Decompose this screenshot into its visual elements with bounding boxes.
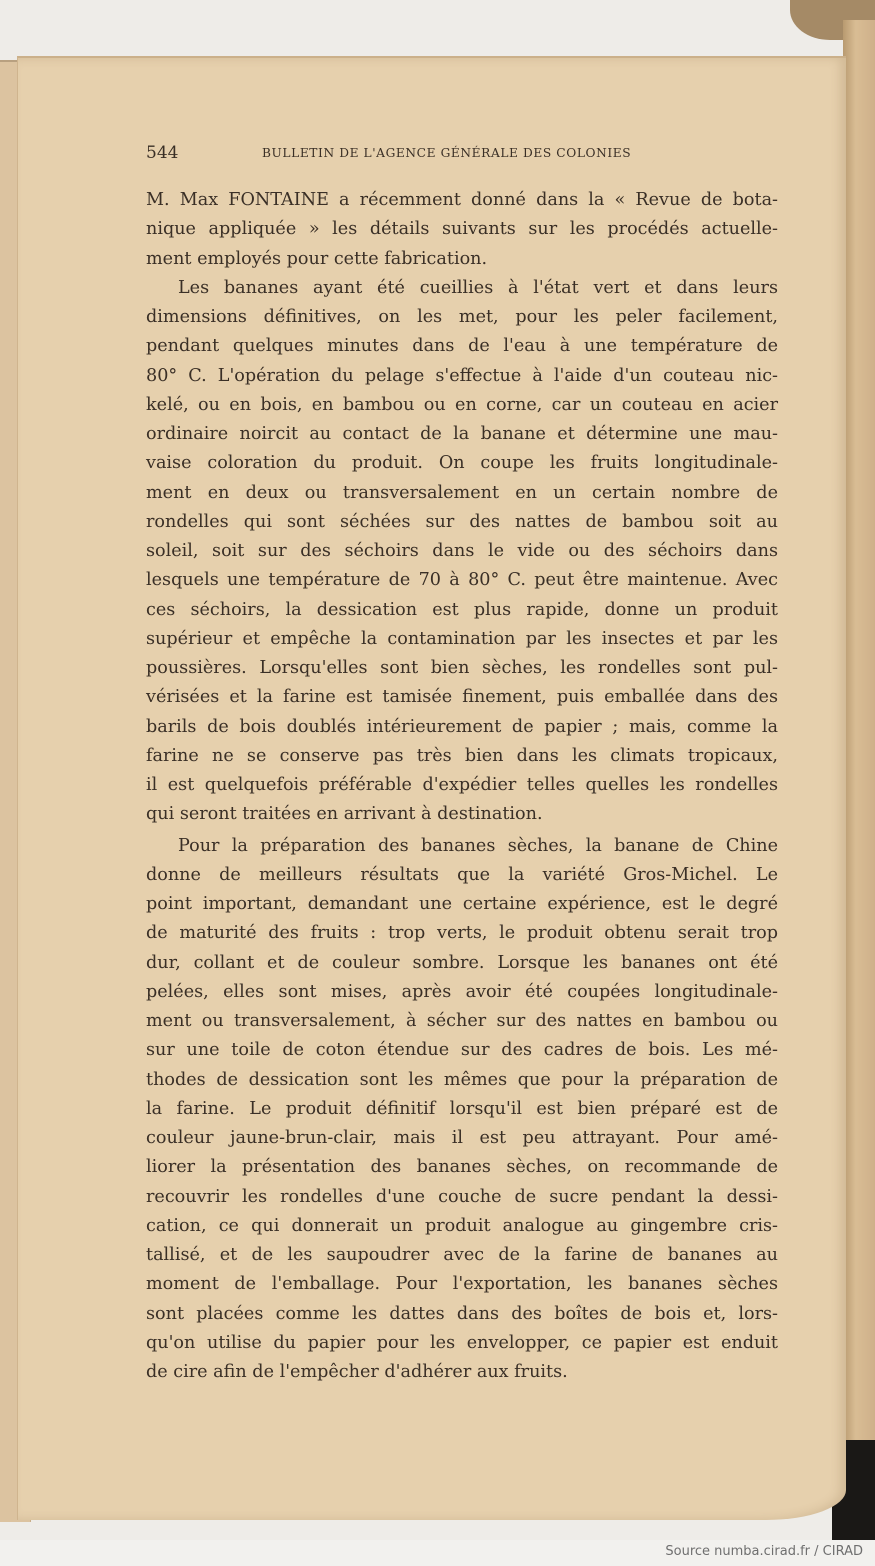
text-line: vérisées et la farine est tamisée finement, puis emballée dans des xyxy=(146,687,778,708)
text-line: sur une toile de coton étendue sur des cadres de bois. Les mé- xyxy=(146,1040,778,1061)
text-line: supérieur et empêche la contamination par les insectes et par les xyxy=(146,628,778,649)
text-line: dur, collant et de couleur sombre. Lorsque les bananes ont été xyxy=(146,952,778,973)
text-line: couleur jaune-brun-clair, mais il est peu attrayant. Pour amé- xyxy=(146,1128,778,1148)
text-line: qui seront traitées en arrivant à destination. xyxy=(146,804,543,825)
text-line: ment ou transversalement, à sécher sur des nattes en bambou ou xyxy=(146,1011,778,1031)
text-line: ment employés pour cette fabrication. xyxy=(146,248,488,269)
text-line: il est quelquefois préférable d'expédier telles quelles les rondelles xyxy=(146,775,778,795)
page-header xyxy=(146,143,786,165)
text-line: pelées, elles sont mises, après avoir été coupées longitudinale- xyxy=(146,981,778,1002)
text-line: de cire afin de l'empêcher d'adhérer aux fruits. xyxy=(146,1362,568,1382)
text-line: barils de bois doublés intérieurement de papier ; mais, comme la xyxy=(146,716,778,737)
text-line: tallisé, et de les saupoudrer avec de la farine de bananes au xyxy=(146,1245,778,1265)
text-line: farine ne se conserve pas très bien dans les climats tropicaux, xyxy=(146,745,778,766)
text-line: vaise coloration du produit. On coupe les fruits longitudinale- xyxy=(146,453,778,474)
text-line: rondelles qui sont séchées sur des nattes de bambou soit au xyxy=(146,511,778,532)
text-line: dimensions définitives, on les met, pour les peler facilement, xyxy=(146,307,778,327)
text-line: soleil, soit sur des séchoirs dans le vide ou des séchoirs dans xyxy=(146,541,778,561)
text-line: M. Max FONTAINE a récemment donné dans la « Revue de bota- xyxy=(146,190,778,210)
text-line: 80° C. L'opération du pelage s'effectue à l'aide d'un couteau nic- xyxy=(146,365,778,386)
text-line: la farine. Le produit définitif lorsqu'il est bien préparé est de xyxy=(146,1098,778,1119)
text-line: lesquels une température de 70 à 80° C. peut être maintenue. Avec xyxy=(146,570,778,591)
text-line: sont placées comme les dattes dans des boîtes de bois et, lors- xyxy=(146,1303,778,1324)
text-line: pendant quelques minutes dans de l'eau à une température de xyxy=(146,336,778,357)
text-line: liorer la présentation des bananes sèches, on recommande de xyxy=(146,1157,778,1178)
text-line: moment de l'emballage. Pour l'exportation, les bananes sèches xyxy=(146,1274,778,1295)
text-line: nique appliquée » les détails suivants sur les procédés actuelle- xyxy=(146,219,778,240)
text-line: ordinaire noircit au contact de la banane et détermine une mau- xyxy=(146,424,778,444)
running-title: BULLETIN DE L'AGENCE GÉNÉRALE DES COLONIES xyxy=(262,146,632,160)
text-line: ces séchoirs, la dessication est plus rapide, donne un produit xyxy=(146,599,778,620)
text-line: Pour la préparation des bananes sèches, la banane de Chine xyxy=(178,835,778,856)
article-body xyxy=(146,186,778,1387)
text-line: recouvrir les rondelles d'une couche de sucre pendant la dessi- xyxy=(146,1186,778,1207)
text-line: cation, ce qui donnerait un produit analogue au gingembre cris- xyxy=(146,1215,778,1236)
text-line: kelé, ou en bois, en bambou ou en corne, car un couteau en acier xyxy=(146,394,778,415)
text-line: ment en deux ou transversalement en un certain nombre de xyxy=(146,482,778,503)
text-line: de maturité des fruits : trop verts, le produit obtenu serait trop xyxy=(146,923,778,944)
text-line: Les bananes ayant été cueillies à l'état vert et dans leurs xyxy=(178,277,778,298)
book-spine xyxy=(843,20,875,1540)
text-line: point important, demandant une certaine expérience, est le degré xyxy=(146,894,778,914)
text-line: poussières. Lorsqu'elles sont bien sèches, les rondelles sont pul- xyxy=(146,658,778,678)
text-line: thodes de dessication sont les mêmes que pour la préparation de xyxy=(146,1069,778,1090)
source-credit: Source numba.cirad.fr / CIRAD xyxy=(665,1544,863,1559)
text-line: donne de meilleurs résultats que la variété Gros-Michel. Le xyxy=(146,864,778,885)
page-number: 544 xyxy=(146,143,179,163)
text-line: qu'on utilise du papier pour les envelopper, ce papier est enduit xyxy=(146,1332,778,1353)
